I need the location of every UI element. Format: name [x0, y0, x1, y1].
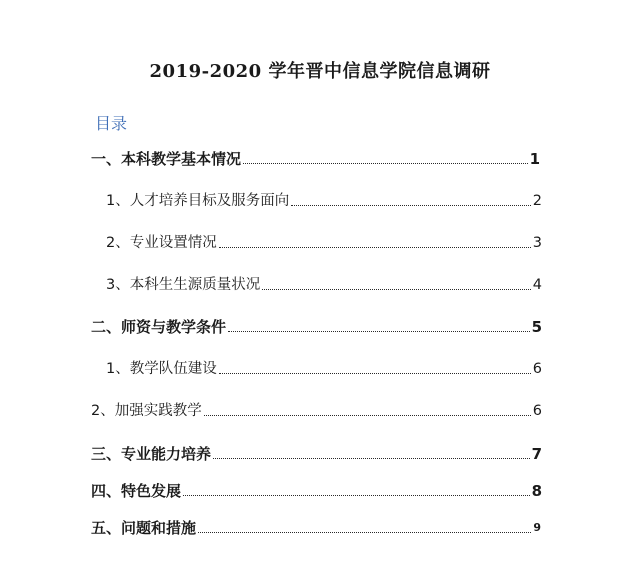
toc-dot-leader: [291, 205, 531, 206]
toc-page-number: 5: [531, 318, 542, 336]
toc-dot-leader: [219, 373, 531, 374]
toc-dot-leader: [183, 495, 530, 496]
toc-entry-label: 二、师资与教学条件: [91, 318, 227, 336]
toc-entry-label: 1、教学队伍建设: [106, 361, 217, 377]
toc-dot-leader: [219, 247, 531, 248]
toc-entry-label: 三、专业能力培养: [91, 445, 212, 463]
toc-entry-label: 四、特色发展: [91, 482, 182, 500]
toc-dot-leader: [228, 331, 530, 332]
toc-entry-label: 2、专业设置情况: [106, 235, 217, 251]
toc-entry-2-2[interactable]: [0, 398, 640, 420]
toc-entry-1-2[interactable]: [0, 230, 640, 252]
toc-page-number: 6: [532, 361, 542, 377]
toc-dot-leader: [198, 532, 531, 533]
toc-page-number: 4: [532, 277, 542, 293]
toc-dot-leader: [243, 163, 528, 164]
toc-entry-label: 五、问题和措施: [91, 519, 197, 537]
toc-page-number: 6: [532, 403, 542, 419]
toc-page-number: 8: [531, 482, 542, 500]
toc-page-number: 3: [532, 235, 542, 251]
toc-entry-2[interactable]: [0, 314, 640, 336]
toc-entry-label: 3、本科生生源质量状况: [106, 277, 261, 293]
toc-entry-1-3[interactable]: [0, 272, 640, 294]
toc-entry-label: 2、加强实践教学: [91, 403, 202, 419]
toc-entry-1-1[interactable]: [0, 188, 640, 210]
toc-page-number: 1: [529, 150, 540, 168]
toc-entry-2-1[interactable]: [0, 356, 640, 378]
toc-entry-label: 1、人才培养目标及服务面向: [106, 193, 290, 209]
toc-entry-4[interactable]: [0, 478, 640, 500]
toc-page-number: 7: [531, 445, 542, 463]
document-title: 2019-2020 学年晋中信息学院信息调研: [149, 61, 491, 82]
toc-page-number: 9: [533, 521, 541, 534]
toc-dot-leader: [213, 458, 530, 459]
toc-entry-5[interactable]: [0, 515, 640, 537]
toc-page-number: 2: [532, 193, 542, 209]
toc-dot-leader: [204, 415, 531, 416]
toc-entry-1[interactable]: [0, 146, 640, 168]
toc-entry-3[interactable]: [0, 441, 640, 463]
toc-dot-leader: [262, 289, 531, 290]
toc-entry-label: 一、本科教学基本情况: [91, 150, 242, 168]
toc-heading: 目录: [95, 114, 128, 133]
